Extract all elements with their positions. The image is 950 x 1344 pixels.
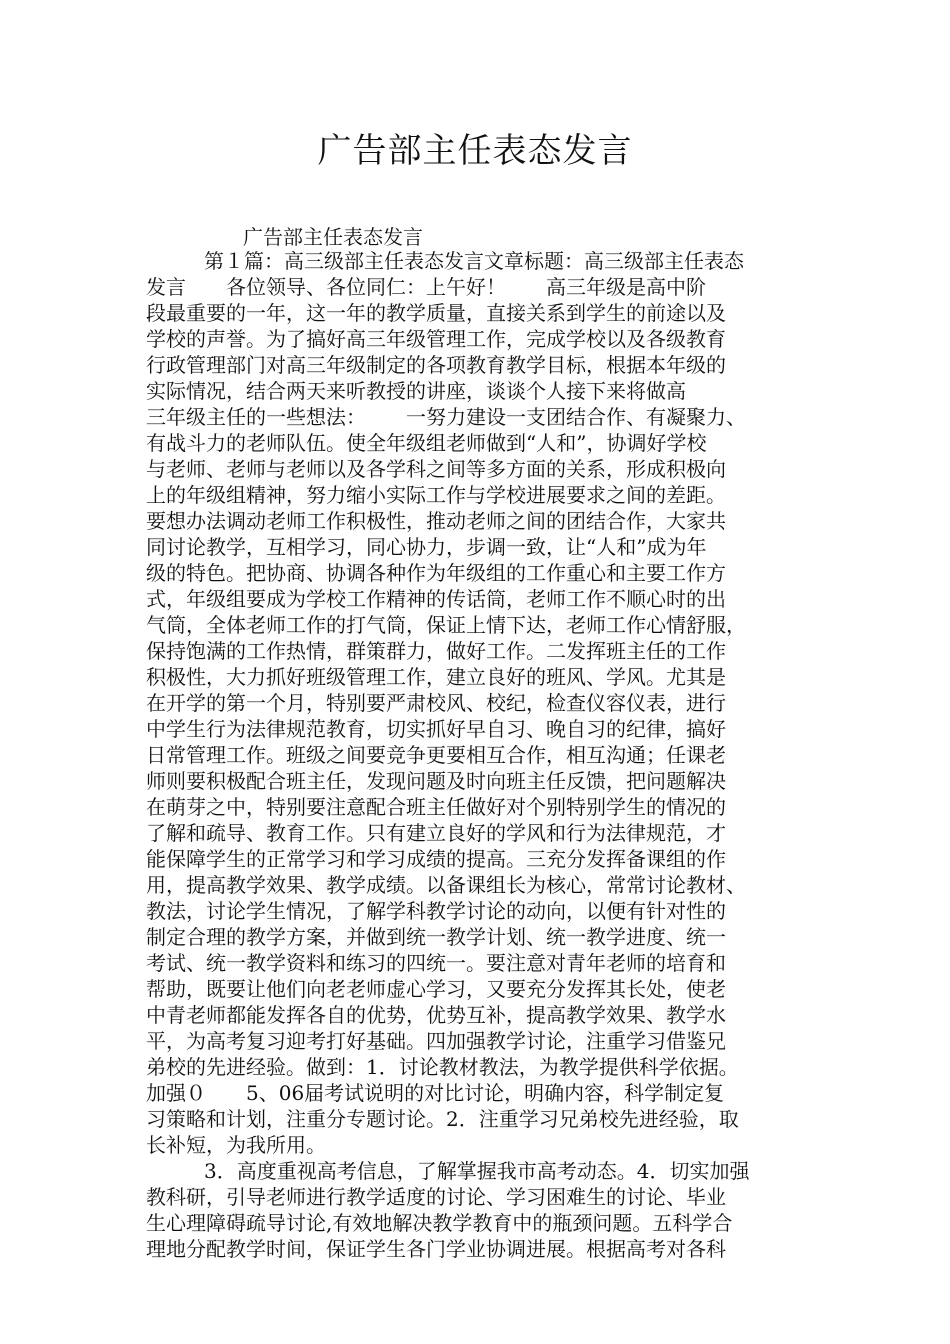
body-line <box>146 248 826 274</box>
body-text: 有战斗力的老师队伍。使全年级组老师做到“人和”，协调好学校 <box>146 431 707 455</box>
body-text: 式，年级组要成为学校工作精神的传话筒，老师工作不顺心时的出 <box>146 587 726 611</box>
body-text: 师则要积极配合班主任，发现问题及时向班主任反馈，把问题解决 <box>146 769 726 793</box>
body-line <box>146 872 826 898</box>
body-line <box>146 404 826 430</box>
body-text: 在开学的第一个月，特别要严肃校风、校纪，检查仪容仪表，进行 <box>146 691 726 715</box>
body-line <box>146 742 826 768</box>
body-text: 习策略和计划，注重分专题讨论。2．注重学习兄弟校先进经验，取 <box>146 1107 739 1131</box>
body-text: 教法，讨论学生情况，了解学科教学讨论的动向，以便有针对性的 <box>146 899 726 923</box>
body-text: 一努力建设一支团结合作、有凝聚力、 <box>406 405 746 429</box>
body-text: 考试、统一教学资料和练习的四统一。要注意对青年老师的培育和 <box>146 951 726 975</box>
body-line <box>146 924 826 950</box>
body-text: 用，提高教学效果、教学成绩。以备课组长为核心，常常讨论教材、 <box>146 873 746 897</box>
body-text: 要想办法调动老师工作积极性，推动老师之间的团结合作，大家共 <box>146 509 726 533</box>
document-subtitle: 广告部主任表态发言 <box>243 225 423 249</box>
body-line <box>146 508 826 534</box>
body-text: 段最重要的一年，这一年的教学质量，直接关系到学生的前途以及 <box>146 301 726 325</box>
body-line <box>146 378 826 404</box>
body-text: 保持饱满的工作热情，群策群力，做好工作。二发挥班主任的工作 <box>146 639 726 663</box>
body-text: 学校的声誉。为了搞好高三年级管理工作，完成学校以及各级教育 <box>146 327 726 351</box>
body-text: 与老师、老师与老师以及各学科之间等多方面的关系，形成积极向 <box>146 457 726 481</box>
body-line <box>146 586 826 612</box>
body-line <box>146 300 826 326</box>
page-title: 广告部主任表态发言 <box>317 131 633 171</box>
body-text: 平，为高考复习迎考打好基础。四加强教学讨论，注重学习借鉴兄 <box>146 1029 726 1053</box>
body-text: 3．高度重视高考信息，了解掌握我市高考动态。4．切实加强 <box>204 1159 750 1183</box>
body-line <box>146 456 826 482</box>
body-line <box>146 1002 826 1028</box>
body-line <box>146 820 826 846</box>
body-text: 在萌芽之中，特别要注意配合班主任做好对个别特别学生的情况的 <box>146 795 726 819</box>
body-text: 上的年级组精神，努力缩小实际工作与学校进展要求之间的差距。 <box>146 483 726 507</box>
body-text: 积极性，大力抓好班级管理工作，建立良好的班风、学风。尤其是 <box>146 665 726 689</box>
body-text: 帮助，既要让他们向老老师虚心学习，又要充分发挥其长处，使老 <box>146 977 726 1001</box>
body-line <box>146 352 826 378</box>
body-text: 理地分配教学时间，保证学生各门学业协调进展。根据高考对各科 <box>146 1237 726 1261</box>
body-text: 弟校的先进经验。做到：1．讨论教材教法，为教学提供科学依据。 <box>146 1055 739 1079</box>
body-text: 各位领导、各位同仁：上午好！ <box>226 275 506 299</box>
body-line <box>146 274 826 300</box>
body-line <box>146 638 826 664</box>
body-line <box>146 1210 826 1236</box>
body-text: 教科研，引导老师进行教学适度的讨论、学习困难生的讨论、毕业 <box>146 1185 726 1209</box>
body-line <box>146 1236 826 1262</box>
body-line <box>146 326 826 352</box>
document-body <box>146 248 826 1262</box>
body-text: 三年级主任的一些想法： <box>146 405 366 429</box>
body-text: 能保障学生的正常学习和学习成绩的提高。三充分发挥备课组的作 <box>146 847 726 871</box>
body-text: 日常管理工作。班级之间要竞争更要相互合作，相互沟通；任课老 <box>146 743 726 767</box>
body-line <box>146 1132 826 1158</box>
body-line <box>146 534 826 560</box>
body-text: 行政管理部门对高三年级制定的各项教育教学目标，根据本年级的 <box>146 353 726 377</box>
body-text: 第１篇：高三级部主任表态发言文章标题：高三级部主任表态 <box>204 249 744 273</box>
body-text: 长补短，为我所用。 <box>146 1133 326 1157</box>
body-line <box>146 1106 826 1132</box>
body-line <box>146 1054 826 1080</box>
body-text: 高三年级是高中阶 <box>546 275 706 299</box>
body-text: 发言 <box>146 275 186 299</box>
body-text: 同讨论教学，互相学习，同心协力，步调一致，让“人和”成为年 <box>146 535 707 559</box>
body-text: 气筒，全体老师工作的打气筒，保证上情下达，老师工作心情舒服， <box>146 613 746 637</box>
body-line <box>146 430 826 456</box>
body-line <box>146 482 826 508</box>
body-line <box>146 560 826 586</box>
body-line <box>146 846 826 872</box>
body-text: 了解和疏导、教育工作。只有建立良好的学风和行为法律规范，才 <box>146 821 726 845</box>
body-line <box>146 898 826 924</box>
body-line <box>146 1184 826 1210</box>
body-line <box>146 768 826 794</box>
body-text: 加强０ <box>146 1081 206 1105</box>
body-line <box>146 690 826 716</box>
body-line <box>146 1028 826 1054</box>
body-text: 中学生行为法律规范教育，切实抓好早自习、晚自习的纪律，搞好 <box>146 717 726 741</box>
body-line <box>146 1080 826 1106</box>
body-line <box>146 612 826 638</box>
body-line <box>146 716 826 742</box>
body-text: 生心理障碍疏导讨论,有效地解决教学教育中的瓶颈问题。五科学合 <box>146 1211 733 1235</box>
body-line <box>146 664 826 690</box>
body-text: 5、06届考试说明的对比讨论，明确内容，科学制定复 <box>246 1081 725 1105</box>
body-text: 中青老师都能发挥各自的优势，优势互补，提高教学效果、教学水 <box>146 1003 726 1027</box>
body-text: 级的特色。把协商、协调各种作为年级组的工作重心和主要工作方 <box>146 561 726 585</box>
body-text: 实际情况，结合两天来听教授的讲座，谈谈个人接下来将做高 <box>146 379 686 403</box>
body-line <box>146 976 826 1002</box>
body-line <box>146 794 826 820</box>
body-text: 制定合理的教学方案，并做到统一教学计划、统一教学进度、统一 <box>146 925 726 949</box>
body-line <box>146 1158 826 1184</box>
body-line <box>146 950 826 976</box>
